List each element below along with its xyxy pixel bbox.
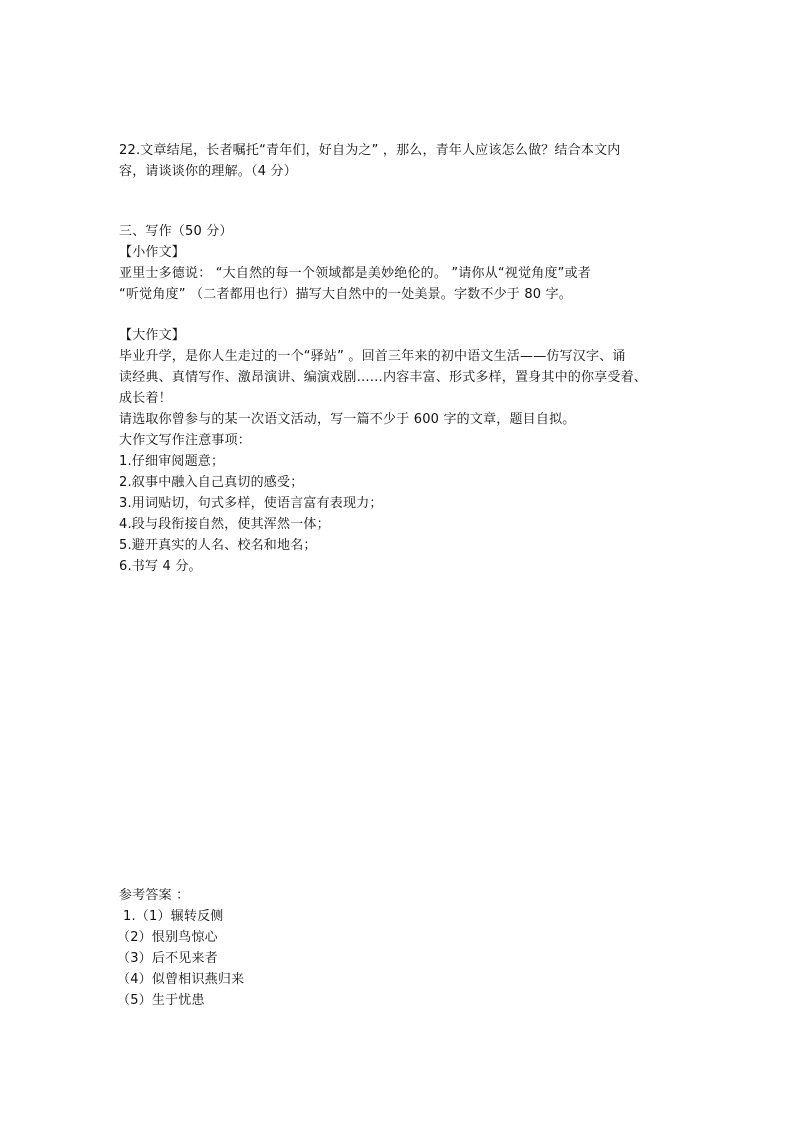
- large-essay-prompt-line-4: 请选取你曾参与的某一次语文活动，写一篇不少于 600 字的文章，题目自拟。: [119, 412, 576, 427]
- answer-item: （5）生于忧患: [117, 993, 205, 1008]
- small-essay-prompt-line-2: “听觉角度” （二者都用也行）描写大自然中的一处美景。字数不少于 80 字。: [119, 287, 573, 302]
- notes-title: 大作文写作注意事项：: [119, 433, 252, 448]
- note-item: 3.用词贴切，句式多样，使语言富有表现力；: [119, 496, 383, 511]
- large-essay-prompt-line-3: 成长着！: [119, 391, 172, 406]
- large-essay-prompt-line-2: 读经典、真情写作、激昂演讲、编演戏剧……内容丰富、形式多样，置身其中的你享受着、: [119, 370, 648, 385]
- answer-item: 1.（1）辗转反侧: [123, 909, 224, 924]
- note-item: 6.书写 4 分。: [119, 559, 202, 574]
- question-22-line-2: 容，请谈谈你的理解。（4 分）: [119, 164, 297, 179]
- note-item: 5.避开真实的人名、校名和地名；: [119, 538, 317, 553]
- question-22-line-1: 22.文章结尾，长者嘱托“青年们，好自为之” ，那么，青年人应该怎么做？结合本文内: [119, 143, 621, 158]
- note-item: 2.叙事中融入自己真切的感受；: [119, 475, 304, 490]
- answer-item: （2）恨别鸟惊心: [117, 930, 218, 945]
- note-item: 1.仔细审阅题意；: [119, 454, 225, 469]
- small-essay-prompt-line-1: 亚里士多德说： “大自然的每一个领域都是美妙绝伦的。 ”请你从“视觉角度”或者: [119, 266, 592, 281]
- answer-item: （3）后不见来者: [117, 951, 218, 966]
- answers-title: 参考答案 ：: [119, 888, 190, 903]
- large-essay-prompt-line-1: 毕业升学，是你人生走过的一个“驿站” 。回首三年来的初中语文生活——仿写汉字、诵: [119, 349, 626, 364]
- small-essay-heading: 【小作文】: [119, 245, 186, 260]
- note-item: 4.段与段衔接自然，使其浑然一体；: [119, 517, 330, 532]
- section-title-writing: 三、写作（50 分）: [119, 224, 233, 239]
- large-essay-heading: 【大作文】: [119, 328, 186, 343]
- answer-item: （4）似曾相识燕归来: [117, 972, 245, 987]
